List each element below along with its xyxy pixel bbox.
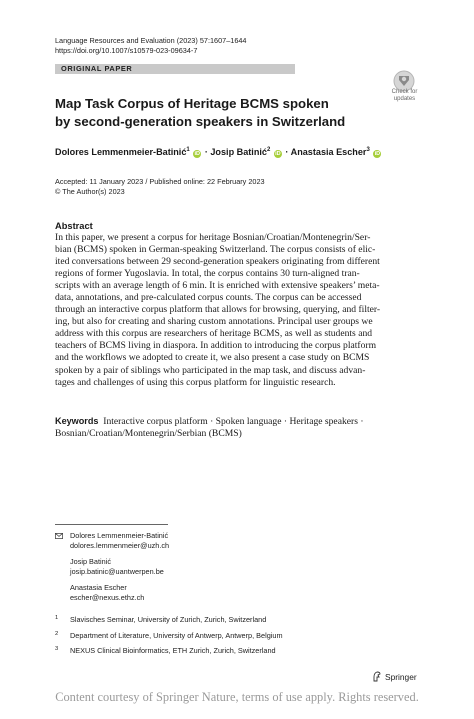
keywords-text-1: Interactive corpus platform · Spoken language · Heritage speakers · xyxy=(103,416,364,427)
affiliation-number: 3 xyxy=(55,646,59,652)
journal-citation: Language Resources and Evaluation (2023) 57:1607–1644 xyxy=(55,36,247,45)
coauthor-email[interactable]: escher@nexus.ethz.ch xyxy=(70,593,145,602)
affiliation-number: 2 xyxy=(55,631,59,637)
corresponding-author-email[interactable]: dolores.lemmenmeier@uzh.ch xyxy=(70,541,170,550)
orcid-icon[interactable]: iD xyxy=(374,151,381,158)
courtesy-notice: Content courtesy of Springer Nature, terms of use apply. Rights reserved. xyxy=(55,690,419,704)
coauthor-name: Anastasia Escher xyxy=(70,583,127,592)
publisher-logo xyxy=(372,671,417,682)
abstract-line: spoken by a pair of siblings who participated in the map task, and discuss advan- xyxy=(55,364,366,376)
accepted-published-dates: Accepted: 11 January 2023 / Published online: 22 February 2023 xyxy=(55,177,265,186)
author-separator: · xyxy=(204,147,208,158)
abstract-line: In this paper, we present a corpus for heritage Bosnian/Croatian/Montenegrin/Ser- xyxy=(55,232,371,243)
author-name[interactable]: Dolores Lemmenmeier-Batinić xyxy=(55,147,187,158)
abstract-line: regions of former Yugoslavia. In total, the corpus contains 30 turn-aligned tran- xyxy=(55,268,360,280)
orcid-icon[interactable]: iD xyxy=(275,151,281,158)
abstract-line: data, annotations, and pre-calculated corpus counts. The corpus can be accessed xyxy=(55,292,362,304)
abstract-line: teachers of BCMS living in diaspora. In addition to introducing the corpus platform xyxy=(55,340,377,352)
check-for-updates-badge[interactable] xyxy=(388,70,421,102)
affiliation-number: 1 xyxy=(55,615,59,621)
article-type-label: ORIGINAL PAPER xyxy=(61,64,133,73)
author-affil-sup: 1 xyxy=(186,147,190,153)
correspondence-block xyxy=(55,531,255,611)
author-affil-sup: 3 xyxy=(366,147,370,153)
abstract-line: ing, but also for creating and sharing custom annotations. Principal user groups we xyxy=(55,316,373,328)
affiliation-text: Department of Literature, University of Antwerp, Antwerp, Belgium xyxy=(70,631,283,640)
abstract-line: bian (BCMS) spoken in German-speaking Switzerland. The corpus consists of elic- xyxy=(55,244,376,256)
corresponding-author-name: Dolores Lemmenmeier-Batinić xyxy=(70,531,169,540)
coauthor-name: Josip Batinić xyxy=(70,557,111,566)
publisher-name: Springer xyxy=(385,672,417,682)
orcid-icon[interactable]: iD xyxy=(194,151,201,158)
keywords-line-1 xyxy=(55,415,421,428)
envelope-icon xyxy=(55,533,63,539)
abstract-body xyxy=(55,232,421,389)
footnote-divider xyxy=(55,524,168,525)
springer-horse-icon xyxy=(372,671,382,682)
abstract-line: address with this corpus are researchers of heritage BCMS, as well as students and xyxy=(55,328,373,340)
copyright-notice: © The Author(s) 2023 xyxy=(55,187,125,196)
author-name[interactable]: Josip Batinić xyxy=(210,147,267,158)
author-separator: · xyxy=(285,147,289,158)
article-type-band xyxy=(55,64,295,74)
title-line-1: Map Task Corpus of Heritage BCMS spoken xyxy=(55,96,329,111)
publication-dates xyxy=(55,177,265,197)
abstract-heading: Abstract xyxy=(55,221,93,231)
affiliation-text: NEXUS Clinical Bioinformatics, ETH Zurich, Zurich, Switzerland xyxy=(70,646,276,655)
crossmark-label xyxy=(388,89,421,102)
crossmark-line-2: updates xyxy=(393,95,416,102)
affiliation-text: Slavisches Seminar, University of Zurich, Zurich, Switzerland xyxy=(70,615,267,624)
keywords-line-2: Bosnian/Croatian/Montenegrin/Serbian (BCMS) xyxy=(55,428,242,440)
abstract-line: ited conversations between 29 second-generation speakers originating from different xyxy=(55,256,380,268)
paper-title xyxy=(55,95,375,130)
journal-header xyxy=(55,36,247,56)
author-list xyxy=(55,147,382,158)
abstract-line: scripts with an average length of 6 min. It is enriched with extensive speakers’ meta- xyxy=(55,280,380,292)
abstract-line: through an interactive corpus platform that allows for browsing, querying, and filter- xyxy=(55,304,381,316)
doi-link[interactable]: https://doi.org/10.1007/s10579-023-09634-7 xyxy=(55,46,198,55)
author-affil-sup: 2 xyxy=(266,147,271,153)
abstract-line: tages and challenges of using this corpus platform for linguistic research. xyxy=(55,376,336,388)
author-name[interactable]: Anastasia Escher xyxy=(290,147,367,158)
keywords-block xyxy=(55,415,421,440)
crossmark-line-1: Check for xyxy=(391,89,418,95)
keywords-heading: Keywords xyxy=(55,416,99,426)
coauthor-email[interactable]: josip.batinic@uantwerpen.be xyxy=(70,567,164,576)
title-line-2: by second-generation speakers in Switzerland xyxy=(55,113,346,129)
abstract-line: and the workflows we adopted to create it, we also present a case study on BCMS xyxy=(55,352,370,364)
